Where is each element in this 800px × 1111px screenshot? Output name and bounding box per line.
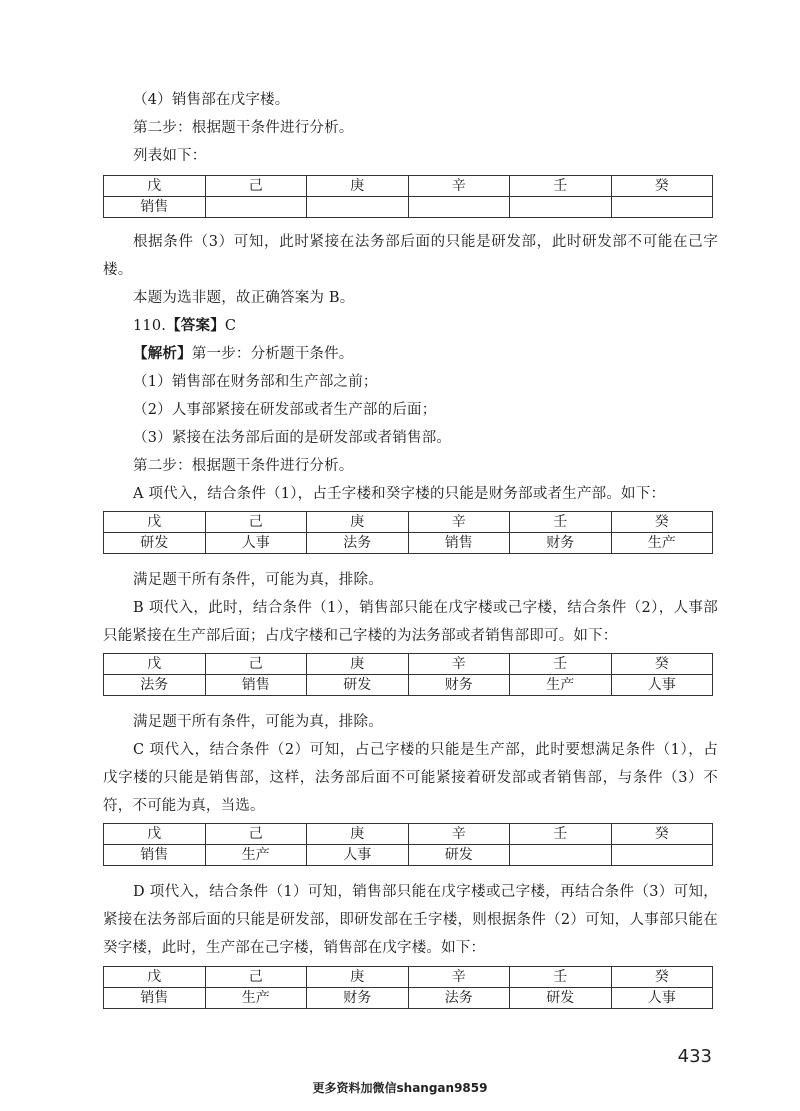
list-intro-line: 列表如下：: [133, 148, 207, 164]
value-cell: 财务: [307, 988, 409, 1009]
value-cell: 生产: [205, 845, 307, 866]
value-cell: 法务: [104, 675, 206, 696]
value-cell: 研发: [408, 845, 510, 866]
step-two-line-2: 第二步：根据题干条件进行分析。: [133, 458, 354, 474]
table-d-header-row: [104, 967, 713, 988]
analysis-step-one-text: 第一步：分析题干条件。: [191, 346, 354, 362]
condition-3-line: （3）紧接在法务部后面的是研发部或者销售部。: [133, 430, 452, 446]
value-cell: 人事: [307, 845, 409, 866]
header-cell: 戊: [104, 512, 206, 533]
value-cell: 销售: [408, 533, 510, 554]
page-number: 433: [677, 1046, 712, 1067]
table-option-a: [103, 511, 713, 554]
header-cell: 壬: [510, 512, 612, 533]
value-cell: [510, 845, 612, 866]
table-c-value-row: [104, 845, 713, 866]
header-cell: 癸: [611, 176, 713, 197]
value-cell: [510, 197, 612, 218]
option-a-conclusion: 满足题干所有条件，可能为真，排除。: [133, 572, 383, 588]
value-cell: [611, 845, 713, 866]
header-cell: 戊: [104, 654, 206, 675]
value-cell: 研发: [104, 533, 206, 554]
header-cell: 癸: [611, 512, 713, 533]
value-cell: 财务: [408, 675, 510, 696]
header-cell: 壬: [510, 654, 612, 675]
header-cell: 庚: [307, 512, 409, 533]
condition-2-line: （2）人事部紧接在研发部或者生产部的后面；: [133, 402, 437, 418]
value-cell: 销售: [104, 988, 206, 1009]
table-1-value-row: [104, 197, 713, 218]
option-d-paragraph: D 项代入，结合条件（1）可知，销售部只能在戊字楼或己字楼，再结合条件（3）可知，紧接在法务部后面的只能是研发部，即研发部在壬字楼，则根据条件（2）可知，人事部只能在癸字楼，此时，生产部在己字楼，销售部在戊字楼。如下：: [103, 884, 718, 956]
header-cell: 庚: [307, 967, 409, 988]
value-cell: 生产: [205, 988, 307, 1009]
header-cell: 庚: [307, 824, 409, 845]
table-b-value-row: [104, 675, 713, 696]
table-c-header-row: [104, 824, 713, 845]
header-cell: 己: [205, 512, 307, 533]
header-cell: 辛: [408, 654, 510, 675]
value-cell: 法务: [307, 533, 409, 554]
header-cell: 辛: [408, 967, 510, 988]
condition-1-line: （1）销售部在财务部和生产部之前；: [133, 374, 378, 390]
header-cell: 己: [205, 176, 307, 197]
value-cell: 生产: [611, 533, 713, 554]
header-cell: 庚: [307, 654, 409, 675]
table-d-value-row: [104, 988, 713, 1009]
header-cell: 庚: [307, 176, 409, 197]
table-a-header-row: [104, 512, 713, 533]
value-cell: [307, 197, 409, 218]
header-cell: 戊: [104, 824, 206, 845]
header-cell: 己: [205, 824, 307, 845]
footer-note: 更多资料加微信shangan9859: [312, 1081, 488, 1095]
table-1-header-row: [104, 176, 713, 197]
value-cell: 销售: [104, 845, 206, 866]
value-cell: [611, 197, 713, 218]
header-cell: 戊: [104, 967, 206, 988]
option-b-paragraph: B 项代入，此时，结合条件（1），销售部只能在戊字楼或己字楼，结合条件（2），人事部只能紧接在生产部后面；占戊字楼和己字楼的为法务部或者销售部即可。如下：: [103, 600, 718, 644]
analysis-step-one-line: [133, 340, 718, 368]
header-cell: 壬: [510, 176, 612, 197]
header-cell: 辛: [408, 512, 510, 533]
value-cell: 研发: [307, 675, 409, 696]
header-cell: 癸: [611, 824, 713, 845]
step-two-line: 第二步：根据题干条件进行分析。: [133, 120, 354, 136]
header-cell: 壬: [510, 824, 612, 845]
value-cell: 人事: [205, 533, 307, 554]
value-cell: 财务: [510, 533, 612, 554]
answer-letter: C: [224, 318, 237, 334]
value-cell: 研发: [510, 988, 612, 1009]
analysis-tag: 【解析】: [133, 345, 192, 362]
table-1: [103, 175, 713, 218]
value-cell: 人事: [611, 675, 713, 696]
value-cell: 生产: [510, 675, 612, 696]
answer-tag: 【答案】: [166, 317, 225, 334]
value-cell: 人事: [611, 988, 713, 1009]
header-cell: 辛: [408, 824, 510, 845]
table-option-b: [103, 653, 713, 696]
option-a-line: A 项代入，结合条件（1），占壬字楼和癸字楼的只能是财务部或者生产部。如下：: [133, 486, 666, 502]
header-cell: 己: [205, 654, 307, 675]
question-number: 110.: [133, 318, 167, 334]
option-c-paragraph: C 项代入，结合条件（2）可知，占己字楼的只能是生产部，此时要想满足条件（1），占戊字楼的只能是销售部，这样，法务部后面不可能紧接着研发部或者销售部，与条件（3）不符，不可能为真，当选。: [103, 742, 718, 814]
value-cell: [408, 197, 510, 218]
table-a-value-row: [104, 533, 713, 554]
table-option-c: [103, 823, 713, 866]
header-cell: 壬: [510, 967, 612, 988]
option-b-conclusion: 满足题干所有条件，可能为真，排除。: [133, 714, 383, 730]
value-cell: [205, 197, 307, 218]
condition-4-line: （4）销售部在戊字楼。: [133, 92, 290, 108]
value-cell: 法务: [408, 988, 510, 1009]
question-110-answer-line: [133, 312, 718, 340]
value-cell: 销售: [104, 197, 206, 218]
value-cell: 销售: [205, 675, 307, 696]
answer-b-line: 本题为选非题，故正确答案为 B。: [133, 290, 355, 306]
header-cell: 癸: [611, 654, 713, 675]
analysis-paragraph-1: 根据条件（3）可知，此时紧接在法务部后面的只能是研发部，此时研发部不可能在己字楼。: [103, 234, 718, 278]
table-b-header-row: [104, 654, 713, 675]
header-cell: 辛: [408, 176, 510, 197]
header-cell: 戊: [104, 176, 206, 197]
header-cell: 癸: [611, 967, 713, 988]
header-cell: 己: [205, 967, 307, 988]
table-option-d: [103, 966, 713, 1009]
